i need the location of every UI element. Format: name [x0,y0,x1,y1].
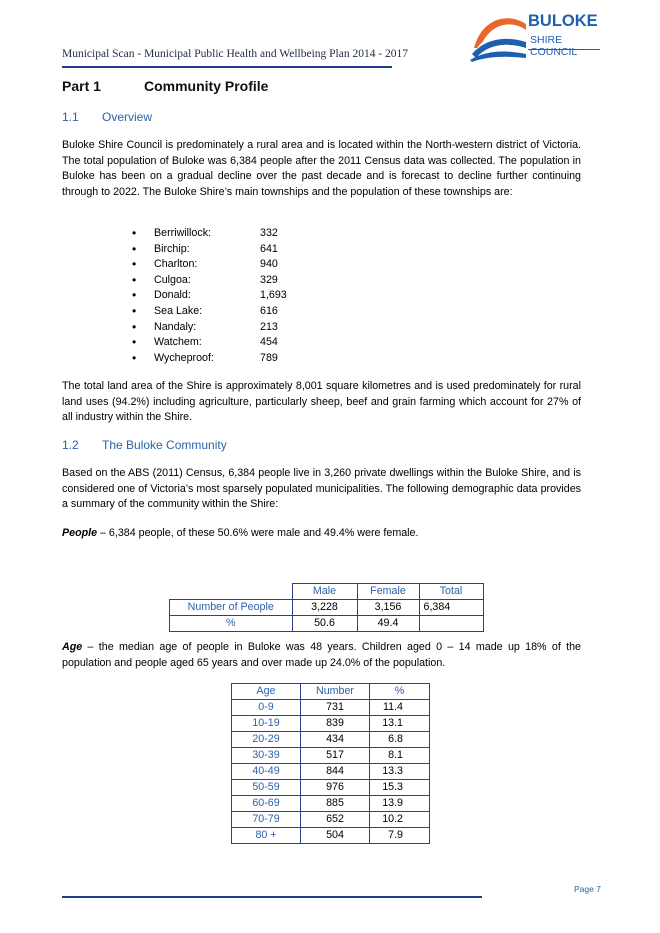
table-cell-age: 30-39 [232,748,301,764]
part-heading [62,78,268,94]
bullet-icon: • [132,335,137,350]
table-cell-age: 80 + [232,828,301,844]
table-header-empty [170,584,293,600]
table-cell-number: 885 [301,796,370,812]
township-population: 641 [260,242,278,255]
list-item [132,335,287,351]
table-cell-number: 652 [301,812,370,828]
list-item [132,273,287,289]
list-item [132,242,287,258]
bullet-icon: • [132,226,137,240]
list-item [132,351,287,367]
logo-swoosh-icon [468,8,528,62]
township-population: 454 [260,336,278,349]
table-cell-percent: 11.4 [370,700,430,716]
table-cell: 3,228 [292,600,357,616]
age-text: – the median age of people in Buloke was 48 years. Children aged 0 – 14 made up 18% of the population and people aged 65 years and over made up 24.0% of the population. [62,641,581,669]
table-header-cell: Female [357,584,419,600]
table-cell-percent: 15.3 [370,780,430,796]
table-header-cell: % [370,684,430,700]
township-name: Berriwillock: [154,227,212,239]
bullet-icon: • [132,288,137,303]
table-cell: 3,156 [357,600,419,616]
table-cell-age: 0-9 [232,700,301,716]
table-cell-age: 70-79 [232,812,301,828]
table-cell-number: 504 [301,828,370,844]
table-row [232,732,430,748]
table-row [170,600,484,616]
part-number: Part 1 [62,78,101,94]
township-name: Donald: [154,289,191,302]
townships-list [132,226,287,366]
list-item [132,304,287,320]
table-cell-number: 844 [301,764,370,780]
age-label: Age [62,641,83,653]
age-paragraph [62,640,581,671]
table-header-row [170,584,484,600]
table-row-header: % [170,616,293,632]
list-item [132,288,287,304]
table-row [170,616,484,632]
bullet-icon: • [132,272,137,287]
bullet-icon: • [132,257,137,272]
people-label: People [62,527,98,539]
township-population: 1,693 [260,289,287,302]
township-name: Charlton: [154,258,198,271]
table-cell-number: 976 [301,780,370,796]
header-divider [62,66,392,68]
table-row [232,828,430,844]
bullet-icon: • [132,241,137,256]
section-title: The Buloke Community [102,438,227,452]
list-item [132,226,287,242]
table-cell-percent: 8.1 [370,748,430,764]
table-header-cell: Total [419,584,483,600]
page-number: Page 7 [574,884,601,894]
township-name: Birchip: [154,242,190,255]
township-name: Culgoa: [154,273,191,286]
list-item [132,257,287,273]
section-number: 1.1 [62,110,79,124]
land-area-paragraph: The total land area of the Shire is approximately 8,001 square kilometres and is used predominately for rural land uses (94.2%) including agriculture, particularly sheep, beef and grain farming which account for 27% of all industry within the Shire. [62,380,581,423]
table-row [232,716,430,732]
table-row [232,700,430,716]
table-row [232,764,430,780]
table-cell-number: 731 [301,700,370,716]
township-population: 789 [260,351,278,364]
part-title: Community Profile [144,78,269,94]
table-cell-percent: 10.2 [370,812,430,828]
section-number: 1.2 [62,438,79,452]
table-header-cell: Age [232,684,301,700]
township-name: Watchem: [154,336,202,349]
table-cell-number: 434 [301,732,370,748]
table-row [232,780,430,796]
table-cell-age: 20-29 [232,732,301,748]
footer-divider [62,896,482,898]
table-row [232,796,430,812]
logo-text-buloke: BULOKE [528,12,598,30]
table-cell-number: 517 [301,748,370,764]
township-name: Nandaly: [154,320,197,333]
bullet-icon: • [132,319,137,334]
table-cell-age: 50-59 [232,780,301,796]
township-population: 332 [260,227,278,239]
community-paragraph: Based on the ABS (2011) Census, 6,384 people live in 3,260 private dwellings within the Buloke Shire, and is considered one of Victoria’s most sparsely populated municipalities. The following demographic data provides a summary of the community within the Shire: [62,467,581,510]
bullet-icon: • [132,350,137,365]
overview-paragraph: Buloke Shire Council is predominately a rural area and is located within the North-western district of Victoria. The total population of Buloke was 6,384 people after the 2011 Census data was collected. The population in Buloke has been on a gradual decline over the past decade and is forecast to decline further continuing through to 2022. The Buloke Shire’s main townships and the population of these townships are: [62,139,581,198]
table-cell: 49.4 [357,616,419,632]
table-cell-percent: 6.8 [370,732,430,748]
table-header-cell: Number [301,684,370,700]
township-population: 213 [260,320,278,333]
document-header-title: Municipal Scan - Municipal Public Health and Wellbeing Plan 2014 - 2017 [62,48,409,60]
logo-text-shire-council: SHIRE COUNCIL [530,34,578,58]
table-cell: 50.6 [292,616,357,632]
table-row [232,748,430,764]
table-row-header: Number of People [170,600,293,616]
table-cell-percent: 7.9 [370,828,430,844]
table-cell-age: 10-19 [232,716,301,732]
list-item [132,320,287,336]
table-row [232,812,430,828]
table-cell-percent: 13.1 [370,716,430,732]
section-heading-overview [62,110,152,124]
table-header-cell: Male [292,584,357,600]
table-cell-percent: 13.3 [370,764,430,780]
bullet-icon: • [132,303,137,318]
township-name: Sea Lake: [154,304,203,317]
township-population: 940 [260,258,278,271]
people-paragraph [62,526,581,542]
age-table [231,683,430,844]
people-table [169,583,484,632]
table-cell [419,616,483,632]
section-heading-community [62,438,227,452]
section-title: Overview [102,110,153,124]
table-cell: 6,384 [419,600,483,616]
buloke-logo [468,8,602,62]
township-population: 329 [260,273,278,286]
township-population: 616 [260,304,278,317]
table-cell-age: 40-49 [232,764,301,780]
table-cell-number: 839 [301,716,370,732]
people-text: – 6,384 people, of these 50.6% were male and 49.4% were female. [97,527,419,539]
table-cell-age: 60-69 [232,796,301,812]
table-header-row [232,684,430,700]
township-name: Wycheproof: [154,351,214,364]
table-cell-percent: 13.9 [370,796,430,812]
